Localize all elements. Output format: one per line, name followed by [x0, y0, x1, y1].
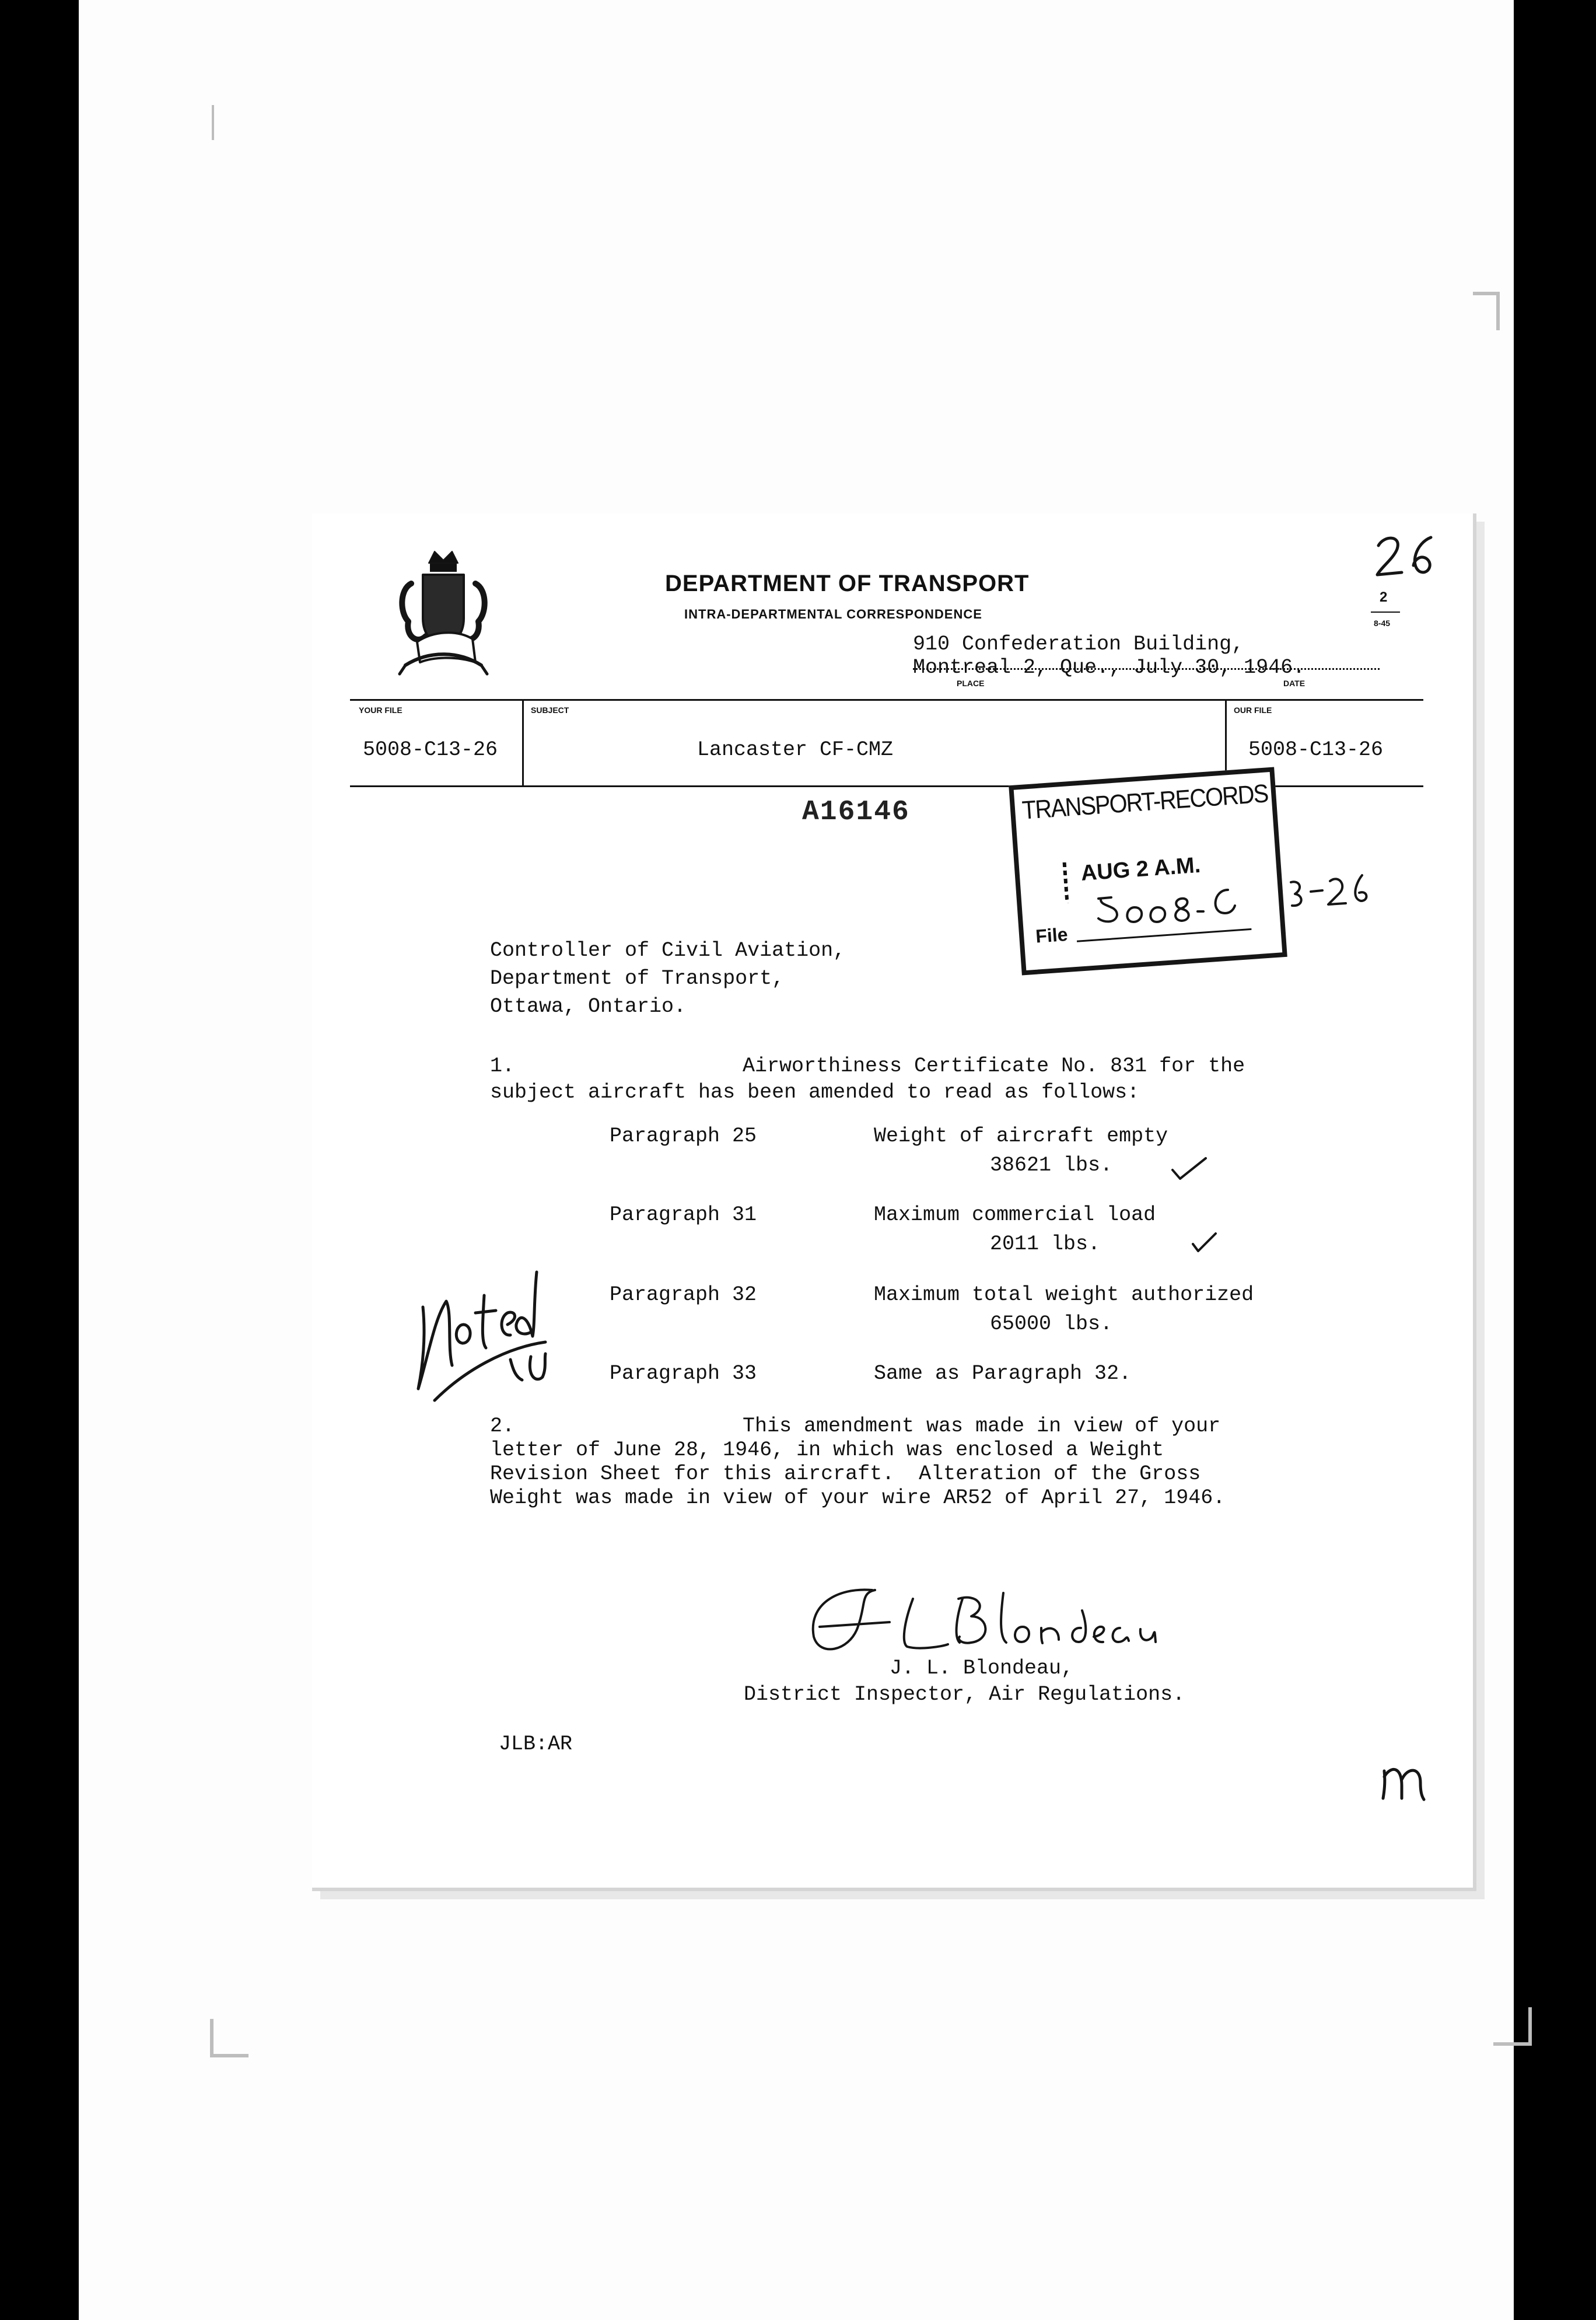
form-number-rule — [1371, 612, 1400, 613]
para1-line-2: subject aircraft has been amended to read as follows: — [490, 1081, 1140, 1104]
amendment-description: Maximum commercial load — [874, 1203, 1156, 1227]
crop-mark-top-right — [1473, 292, 1500, 330]
memo-sheet — [312, 513, 1476, 1891]
check-mark-icon — [1170, 1155, 1210, 1185]
correspondence-subtitle: INTRA-DEPARTMENTAL CORRESPONDENCE — [684, 607, 982, 621]
amendment-value: 65000 lbs. — [990, 1312, 1113, 1336]
document-number: A16146 — [802, 796, 910, 828]
crop-mark-bottom-right — [1493, 2007, 1532, 2046]
crop-mark-top-left — [212, 105, 249, 140]
box-divider-left — [522, 701, 524, 785]
addressee-line-2: Department of Transport, — [490, 967, 785, 990]
amendment-value: 38621 lbs. — [990, 1154, 1113, 1177]
para1-line-1: Airworthiness Certificate No. 831 for the — [743, 1054, 1245, 1078]
your-file-number: 5008-C13-26 — [363, 738, 498, 761]
your-file-label: YOUR FILE — [359, 705, 402, 715]
stamp-file-handwriting — [1094, 858, 1420, 934]
addressee-line-1: Controller of Civil Aviation, — [490, 939, 846, 962]
stamp-file-label: File — [1035, 923, 1069, 947]
place-line-1: 910 Confederation Building, — [913, 633, 1244, 656]
crown-crest-icon — [394, 548, 493, 683]
crop-mark-bottom-left — [210, 2019, 249, 2057]
form-revision: 8-45 — [1374, 619, 1391, 628]
amendment-description: Weight of aircraft empty — [874, 1124, 1168, 1148]
stamp-date: AUG 2 A.M. — [1080, 852, 1202, 886]
our-file-number: 5008-C13-26 — [1248, 738, 1384, 761]
para2-line-4: Weight was made in view of your wire AR52 of April 27, 1946. — [490, 1486, 1226, 1510]
amendment-paragraph: Paragraph 32 — [610, 1283, 757, 1306]
reference-initials: JLB:AR — [499, 1732, 573, 1756]
subject-label: SUBJECT — [531, 705, 569, 715]
department-title: DEPARTMENT OF TRANSPORT — [665, 571, 1030, 596]
date-caption: DATE — [1283, 679, 1306, 688]
place-caption: PLACE — [957, 679, 985, 688]
handwritten-initial — [1380, 1751, 1444, 1803]
para2-number: 2. — [490, 1414, 515, 1438]
signatory-title: District Inspector, Air Regulations. — [744, 1683, 1185, 1706]
amendment-description: Same as Paragraph 32. — [874, 1362, 1132, 1385]
amendment-value: 2011 lbs. — [990, 1232, 1101, 1256]
signatory-name: J. L. Blondeau, — [890, 1657, 1074, 1680]
check-mark-icon — [1190, 1231, 1219, 1257]
para2-line-1: This amendment was made in view of your — [743, 1414, 1221, 1438]
stamp-title: TRANSPORT-RECORDS — [1021, 779, 1269, 825]
place-dotted-line — [913, 668, 1380, 670]
place-line-2: Montreal 2, Que., July 30, 1946. — [913, 656, 1306, 679]
amendment-paragraph: Paragraph 31 — [610, 1203, 757, 1227]
subject-text: Lancaster CF-CMZ — [697, 738, 894, 761]
amendment-description: Maximum total weight authorized — [874, 1283, 1254, 1306]
page-number-handwritten — [1374, 534, 1444, 581]
amendment-paragraph: Paragraph 33 — [610, 1362, 757, 1385]
para2-line-3: Revision Sheet for this aircraft. Alteration of the Gross — [490, 1462, 1201, 1486]
addressee-line-3: Ottawa, Ontario. — [490, 995, 687, 1018]
para2-line-2: letter of June 28, 1946, in which was enclosed a Weight — [490, 1438, 1164, 1462]
stamp-ticks — [1063, 862, 1069, 903]
our-file-label: OUR FILE — [1234, 705, 1272, 715]
para1-number: 1. — [490, 1054, 515, 1078]
noted-annotation — [411, 1260, 563, 1406]
amendment-paragraph: Paragraph 25 — [610, 1124, 757, 1148]
form-number: 2 — [1380, 589, 1388, 605]
